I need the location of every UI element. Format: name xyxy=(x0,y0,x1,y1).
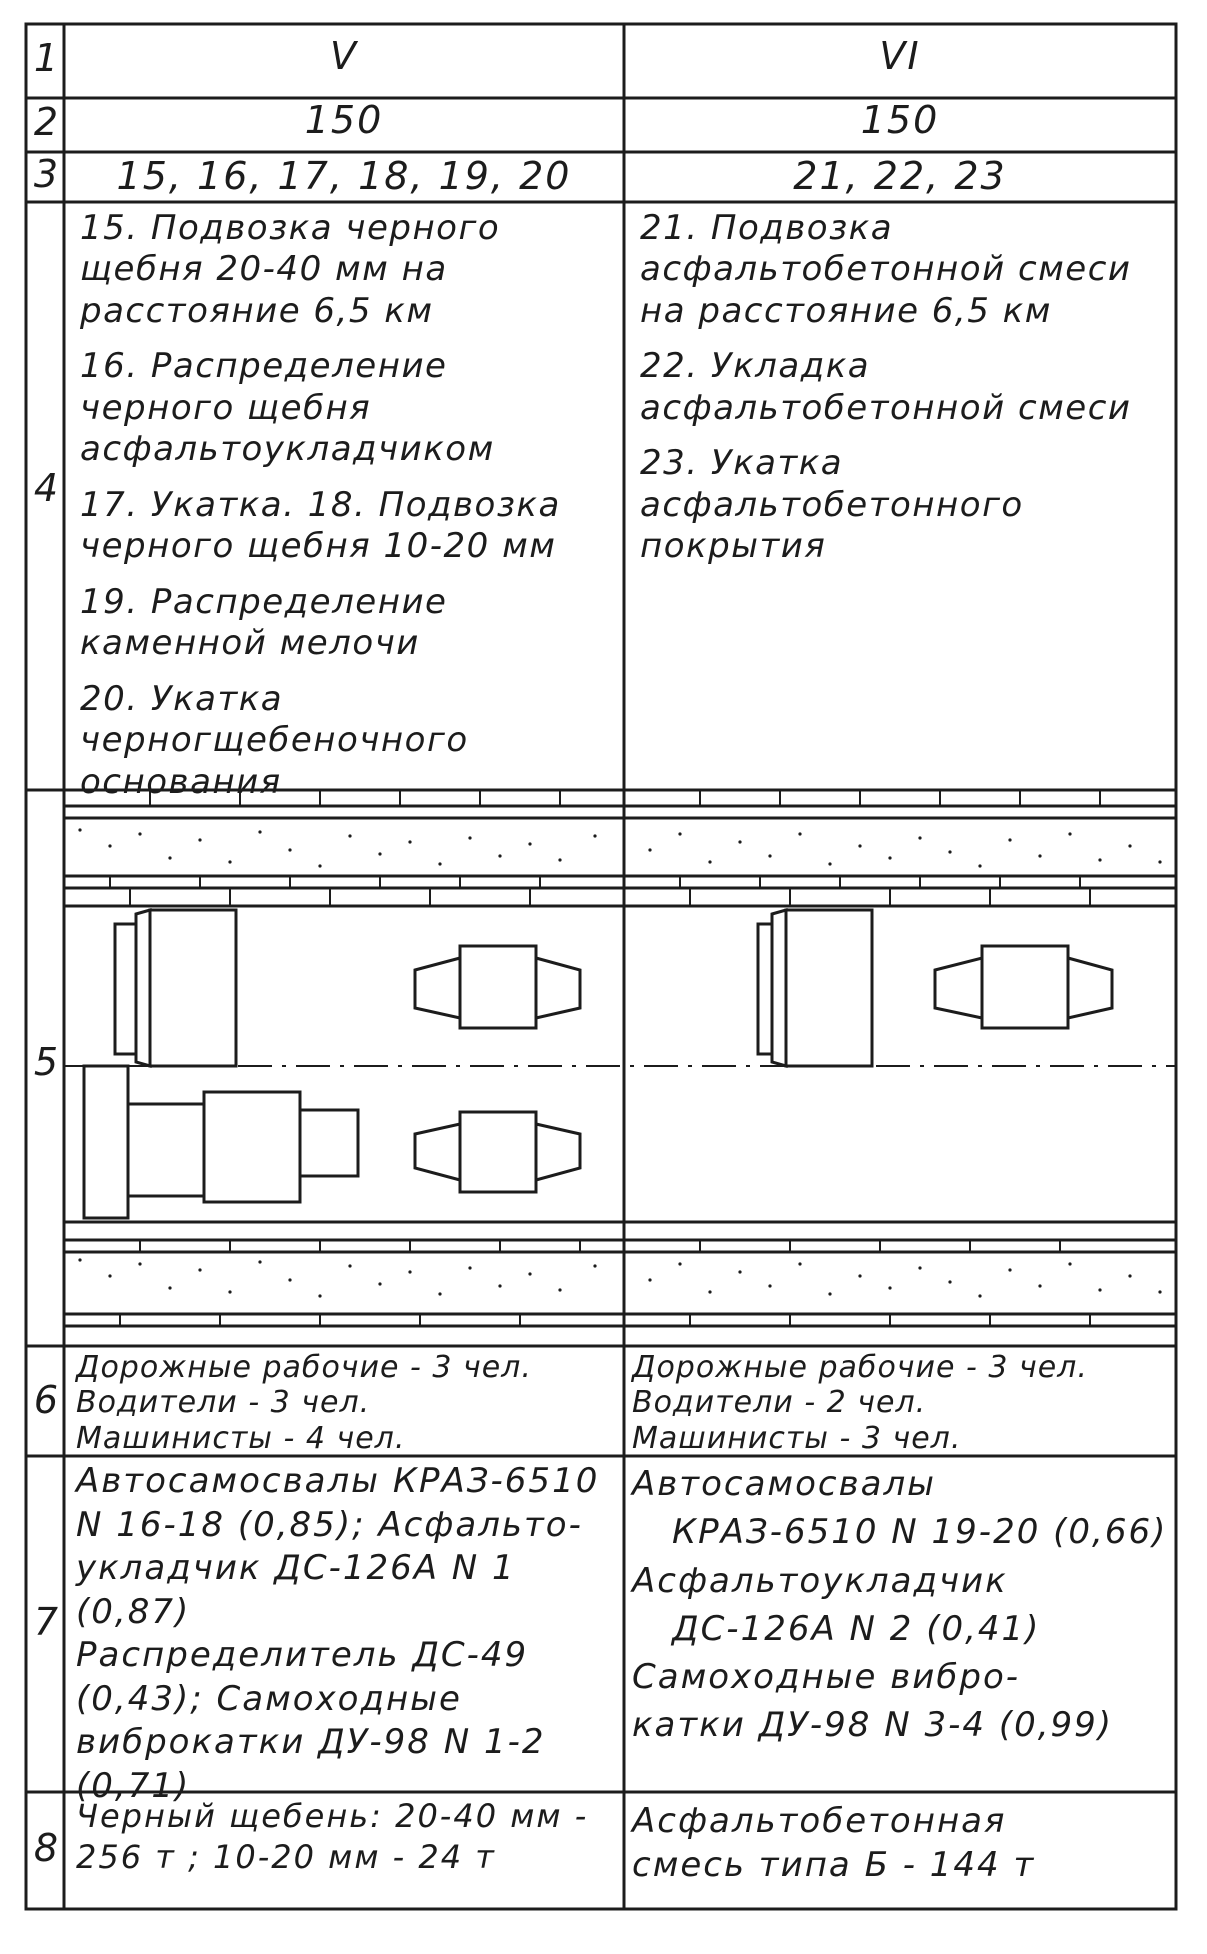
machinery-line: Асфальтоукладчик xyxy=(632,1560,1008,1601)
machinery-line: ДС-126А N 2 (0,41) xyxy=(672,1608,1041,1649)
workers-line: Водители - 2 чел. xyxy=(632,1385,927,1421)
materials-line: Асфальтобетонная xyxy=(632,1801,1007,1841)
length-vi: 150 xyxy=(860,98,940,142)
process-item: 15. Подвозка черного щебня 20-40 мм на расстояние 6,5 км xyxy=(80,208,501,331)
materials-vi xyxy=(632,1800,1172,1887)
row-number: 5 xyxy=(33,1040,59,1084)
row-number: 3 xyxy=(33,152,59,196)
materials-line: смесь типа Б - 144 т xyxy=(632,1844,1036,1885)
column-v-header: V xyxy=(330,34,358,78)
processes-list-vi xyxy=(640,208,1160,582)
workers-line: Машинисты - 4 чел. xyxy=(76,1420,406,1456)
workers-line: Машинисты - 3 чел. xyxy=(632,1420,962,1456)
workers-line: Дорожные рабочие - 3 чел. xyxy=(76,1350,532,1385)
row-number: 4 xyxy=(33,466,59,510)
machinery-line: Автосамосвалы xyxy=(632,1464,937,1504)
process-item: 19. Распределение каменной мелочи xyxy=(80,581,448,664)
machinery-line: виброкатки ДУ-98 N 1-2 xyxy=(76,1722,546,1763)
machinery-line: (0,43); Самоходные xyxy=(76,1678,462,1719)
machinery-line: Распределитель ДС-49 xyxy=(76,1635,529,1676)
machinery-line: N 16-18 (0,85); Асфальто- xyxy=(76,1504,583,1545)
column-vi-header: VI xyxy=(879,34,921,78)
machinery-v xyxy=(76,1460,622,1808)
process-item: 23. Укатка асфальтобетонного покрытия xyxy=(640,443,1024,567)
shoulder-hatching xyxy=(78,828,1161,1297)
machinery-line: Самоходные вибро- xyxy=(632,1657,1021,1698)
machinery-line: (0,71) xyxy=(76,1765,191,1806)
row-number: 8 xyxy=(33,1826,59,1870)
row-number: 2 xyxy=(33,100,59,144)
row-number: 7 xyxy=(33,1600,59,1644)
workers-line: Водители - 3 чел. xyxy=(76,1385,371,1421)
materials-line: 256 т ; 10-20 мм - 24 т xyxy=(76,1837,496,1876)
process-item: 17. Укатка. 18. Подвозка черного щебня 10-20 мм xyxy=(80,484,561,567)
process-item: 21. Подвозка асфальтобетонной смеси на расстояние 6,5 км xyxy=(640,208,1132,331)
process-item: 16. Распределение черного щебня асфальтоукладчиком xyxy=(80,346,495,470)
machinery-line: укладчик ДС-126А N 1 (0,87) xyxy=(76,1548,516,1632)
machinery-vi xyxy=(632,1460,1172,1750)
process-numbers-v: 15, 16, 17, 18, 19, 20 xyxy=(116,154,572,198)
machines-column-vi xyxy=(758,910,1112,1066)
workers-vi xyxy=(632,1350,1172,1456)
row-number: 1 xyxy=(33,36,59,80)
materials-line: Черный щебень: 20-40 мм - xyxy=(76,1797,589,1835)
processes-list-v xyxy=(80,208,610,817)
machinery-line: КРАЗ-6510 N 19-20 (0,66) xyxy=(672,1512,1168,1553)
materials-v xyxy=(76,1796,616,1878)
row-number: 6 xyxy=(33,1378,59,1422)
machinery-line: катки ДУ-98 N 3-4 (0,99) xyxy=(632,1705,1114,1746)
process-numbers-vi: 21, 22, 23 xyxy=(793,154,1007,198)
machines-column-v xyxy=(84,910,580,1218)
workers-line: Дорожные рабочие - 3 чел. xyxy=(632,1350,1088,1385)
machinery-line: Автосамосвалы КРАЗ-6510 xyxy=(76,1461,600,1501)
process-item: 22. Укладка асфальтобетонной смеси xyxy=(640,346,1132,428)
workers-v xyxy=(76,1350,616,1456)
process-item: 20. Укатка черногщебеночного основания xyxy=(80,678,469,802)
length-v: 150 xyxy=(304,98,384,142)
